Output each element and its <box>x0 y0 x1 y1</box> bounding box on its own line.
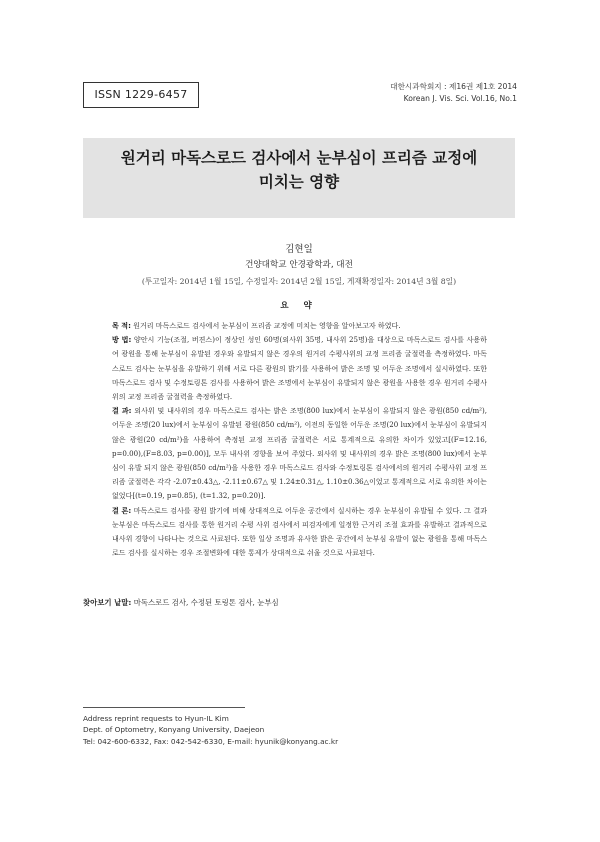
footnote-line-3: Tel: 042-600-6332, Fax: 042-542-6330, E-mail: hyunik@konyang.ac.kr <box>83 736 339 746</box>
methods-text: 양안시 기능(조절, 버젼스)이 정상인 성인 60명(외사위 35명, 내사위 25명)을 대상으로 마독스로드 검사를 사용하여 광원을 통해 눈부심이 유발된 경우와 유발되지 않은 경우의 원거리 수평사위의 교정 프리즘 굴절력을 측정하였다. 마독스로드 검사는 눈부심을 유발하기 위해 서로 다른 광원의 밝기를 사용하여 밝은 조명 및 어두운 조명에서 실시하였다. 또한 마독스로드 검사 및 수정토링톤 검사를 사용하여 밝은 조명에서 눈부심이 유발되지 않은 광원을 사용한 경우 원거리 수평사위의 교정 프리즘 굴절력을 측정하였다. <box>112 335 487 402</box>
affiliation: 건양대학교 안경광학과, 대전 <box>245 260 353 270</box>
abstract-body <box>112 319 487 560</box>
conclusion-label: 결 론: <box>112 505 132 515</box>
submission-dates: (투고일자: 2014년 1월 15일, 수정일자: 2014년 2월 15일, 게재확정일자: 2014년 3월 8일) <box>141 277 457 286</box>
journal-english: Korean J. Vis. Sci. Vol.16, No.1 <box>403 94 517 103</box>
footnote-line-1: Address reprint requests to Hyun-IL Kim <box>83 714 229 723</box>
correspondence-footnote <box>83 713 338 747</box>
purpose-text: 원거리 마독스로드 검사에서 눈부심이 프리즘 교정에 미치는 영향을 알아보고자 하였다. <box>130 321 401 330</box>
title-line-2: 미치는 영향 <box>258 173 340 191</box>
abstract-methods <box>112 333 487 404</box>
title-line-1: 원거리 마독스로드 검사에서 눈부심이 프리즘 교정에 <box>120 149 478 167</box>
journal-info <box>390 81 517 105</box>
abstract-purpose <box>112 319 487 333</box>
abstract-conclusion <box>112 504 487 561</box>
keywords-text: 마독스로드 검사, 수정된 토링톤 검사, 눈부심 <box>131 598 279 607</box>
results-label: 결 과: <box>112 406 132 416</box>
footnote-divider <box>83 707 245 708</box>
journal-korean: 대한시과학회지 : 제16권 제1호 2014 <box>390 82 517 91</box>
author: 김현일 <box>285 244 313 255</box>
keywords <box>83 597 279 608</box>
abstract-results <box>112 404 487 503</box>
conclusion-text: 마독스로드 검사를 광원 밝기에 비해 상대적으로 어두운 공간에서 실시하는 경우 눈부심이 유발될 수 있다. 그 결과 눈부심은 마독스로드 검사를 통한 원거리 수평 사위 검사에서 피검자에게 일정한 근거리 조절 효과를 유발하고 결과적으로 내사위 경향이 나타나는 것으로 사료된다. 또한 일상 조명과 유사한 밝은 공간에서 눈부심 유발이 없는 광원을 통해 마독스로드 검사를 실시하는 경우 조절변화에 대한 통제가 상대적으로 쉬울 것으로 사료된다. <box>112 505 488 558</box>
issn-box: ISSN 1229-6457 <box>83 82 199 108</box>
footnote-line-2: Dept. of Optometry, Konyang University, Daejeon <box>83 725 265 735</box>
keywords-label: 찾아보기 낱말: <box>83 598 132 607</box>
paper-title <box>83 146 515 194</box>
purpose-label: 목 적: <box>112 321 131 330</box>
results-text: 외사위 및 내사위의 경우 마독스로드 검사는 밝은 조명(800 lux)에서 눈부심이 유발되지 않은 광원(850 cd/m²), 어두운 조명(20 lux)에서 눈부심이 유발된 광원(850 cd/m²), 이전의 동일한 어두운 조명(20 lux)에서 눈부심이 유발되지 않은 광원(20 cd/m²)을 사용하여 측정된 교정 프리즘 굴절력은 서로 통계적으로 유의한 차이가 있었고[(F=12.16, p=0.00),(F=8.03, p=0.00)], 모두 내사위 경향을 보여 주었다. 외사위 및 내사위의 경우 밝은 조명(800 lux)에서 눈부심이 유발 되지 않은 광원(850 cd/m²)을 사용한 경우 마독스로드 검사와 수정토링톤 검사에서의 원거리 수평사위 교정 프리즘 굴절력은 각각 -2.07±0.43△, -2.11±0.67△ 및 1.24±0.31△, 1.10±0.36△이었고 통계적으로 서로 유의한 차이는 없었다[(t=0.19, p=0.85), (t=1.32, p=0.20)]. <box>112 406 487 501</box>
methods-label: 방 법: <box>112 335 132 345</box>
abstract-heading: 요 약 <box>280 301 318 311</box>
